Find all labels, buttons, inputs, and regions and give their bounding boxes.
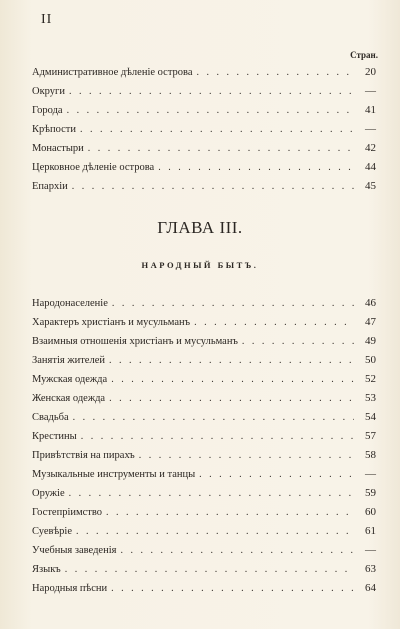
toc-entry-page: 53: [365, 392, 376, 404]
toc-entry-page: 52: [365, 373, 376, 385]
chapter-title: ГЛАВА III.: [157, 218, 243, 237]
dot-leader: [111, 583, 354, 594]
dot-leader: [69, 86, 354, 97]
page-column-header: Стран.: [350, 50, 378, 60]
dot-leader: [242, 336, 354, 347]
toc-entry: [32, 297, 376, 316]
toc-entry-title: Народонаселеніе: [32, 298, 108, 309]
dot-leader: [109, 355, 354, 366]
dot-leader: [80, 124, 354, 135]
toc-entry-page: 61: [365, 525, 376, 537]
toc-entry-title: Учебныя заведенія: [32, 545, 117, 556]
toc-entry-title: Музыкальные инструменты и танцы: [32, 469, 196, 480]
toc-entry-page: 57: [365, 430, 376, 442]
toc-entry: [32, 506, 376, 525]
toc-entry-page: 54: [365, 411, 376, 423]
toc-entry: [32, 104, 376, 123]
dot-leader: [197, 67, 354, 78]
toc-entry-page: —: [365, 123, 376, 135]
dot-leader: [67, 105, 354, 116]
toc-entry-title: Гостепріимство: [32, 507, 103, 518]
toc-entry: [32, 525, 376, 544]
toc-entry-page: 42: [365, 142, 376, 154]
page-number: II: [41, 12, 53, 27]
toc-entry: [32, 487, 376, 506]
toc-entry: [32, 316, 376, 335]
toc-entry: [32, 468, 376, 487]
toc-entry-title: Монастыри: [32, 143, 84, 154]
toc-entry-page: 20: [365, 66, 376, 78]
toc-entry-title: Епархіи: [32, 181, 68, 192]
dot-leader: [69, 488, 354, 499]
dot-leader: [111, 374, 354, 385]
toc-entry-title: Церковное дѣленіе острова: [32, 162, 155, 173]
toc-entry-page: 59: [365, 487, 376, 499]
toc-entry: [32, 161, 376, 180]
toc-entry: [32, 180, 376, 199]
toc-entry-title: Народныя пѣсни: [32, 583, 108, 594]
dot-leader: [139, 450, 354, 461]
toc-entry-page: —: [365, 544, 376, 556]
toc-section-1: [32, 66, 376, 199]
dot-leader: [81, 431, 354, 442]
chapter-subtitle: НАРОДНЫЙ БЫТЪ.: [141, 260, 259, 270]
dot-leader: [194, 317, 354, 328]
toc-entry-page: 47: [365, 316, 376, 328]
toc-entry-page: 50: [365, 354, 376, 366]
toc-entry: [32, 544, 376, 563]
toc-entry: [32, 563, 376, 582]
toc-entry: [32, 66, 376, 85]
toc-entry-page: —: [365, 85, 376, 97]
toc-entry-title: Женская одежда: [32, 393, 106, 404]
toc-entry-title: Языкъ: [32, 564, 61, 575]
toc-entry-title: Города: [32, 105, 63, 116]
toc-entry: [32, 335, 376, 354]
toc-entry-title: Округи: [32, 86, 65, 97]
toc-entry-page: 46: [365, 297, 376, 309]
toc-entry: [32, 430, 376, 449]
toc-entry: [32, 449, 376, 468]
toc-entry: [32, 411, 376, 430]
toc-entry: [32, 392, 376, 411]
toc-entry-title: Взаимныя отношенія христіанъ и мусульманъ: [32, 336, 238, 347]
dot-leader: [76, 526, 354, 537]
toc-entry-page: 44: [365, 161, 376, 173]
toc-entry-page: —: [365, 468, 376, 480]
toc-entry-page: 64: [365, 582, 376, 594]
toc-entry-page: 63: [365, 563, 376, 575]
toc-entry-title: Занятія жителей: [32, 355, 105, 366]
toc-entry-title: Оружіе: [32, 488, 65, 499]
toc-entry: [32, 373, 376, 392]
toc-entry-title: Характеръ христіанъ и мусульманъ: [32, 317, 191, 328]
toc-entry-title: Свадьба: [32, 412, 69, 423]
toc-entry-title: Крестины: [32, 431, 77, 442]
toc-entry: [32, 85, 376, 104]
dot-leader: [109, 393, 354, 404]
toc-entry-title: Привѣтствія на пирахъ: [32, 450, 135, 461]
toc-entry-page: 58: [365, 449, 376, 461]
dot-leader: [72, 181, 354, 192]
toc-entry: [32, 354, 376, 373]
toc-entry-title: Административное дѣленіе острова: [32, 67, 193, 78]
toc-entry-title: Мужская одежда: [32, 374, 108, 385]
toc-entry-page: 45: [365, 180, 376, 192]
dot-leader: [106, 507, 354, 518]
toc-entry-title: Суевѣріе: [32, 526, 73, 537]
toc-entry-page: 41: [365, 104, 376, 116]
toc-entry-title: Крѣпости: [32, 124, 76, 135]
dot-leader: [73, 412, 354, 423]
toc-entry: [32, 123, 376, 142]
dot-leader: [120, 545, 354, 556]
toc-section-2: [32, 297, 376, 601]
toc-entry: [32, 142, 376, 161]
dot-leader: [65, 564, 354, 575]
dot-leader: [88, 143, 354, 154]
toc-entry: [32, 582, 376, 601]
dot-leader: [158, 162, 354, 173]
toc-entry-page: 49: [365, 335, 376, 347]
dot-leader: [199, 469, 354, 480]
toc-entry-page: 60: [365, 506, 376, 518]
dot-leader: [112, 298, 354, 309]
